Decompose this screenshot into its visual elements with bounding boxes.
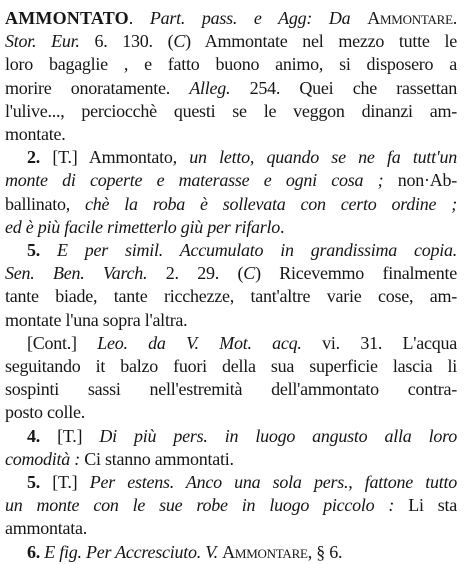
entry-text: tante biade, tante ricchezze, tant'altre varie cose, am- [5, 286, 457, 307]
cross-reference: Ammontare [367, 8, 453, 28]
entry-text: [T.] [40, 425, 100, 446]
entry-text: . [279, 216, 285, 237]
entry-line [5, 53, 457, 76]
entry-line [5, 448, 457, 471]
entry-line [5, 401, 457, 424]
cross-reference: Ammontare [222, 541, 308, 562]
entry-text [40, 240, 57, 260]
entry-line [5, 123, 457, 146]
italic-text: C [243, 263, 256, 284]
entry-text: ) Ricevemmo finalmente [255, 263, 457, 284]
entry-line [5, 309, 457, 332]
entry-text: [T.] [40, 472, 90, 493]
sense-number: 2. [27, 147, 40, 168]
entry-text: . [128, 8, 150, 28]
entry-text: ammontata. [5, 518, 87, 539]
italic-text: monte di coperte e materasse e ogni cosa ; [5, 170, 384, 191]
entry-text: non·Ab- [383, 170, 457, 191]
italic-text: Stor. Eur. [5, 31, 80, 52]
sense-number: 4. [27, 425, 40, 446]
italic-text: Per estens. Anco una sola pers., fattone tutto [89, 472, 457, 493]
entry-line [5, 471, 457, 494]
entry-text: l'ulive..., perciocchè questi se le veggon dinanzi am- [5, 100, 457, 121]
entry-text: , § 6. [307, 541, 343, 562]
entry-line [5, 77, 457, 100]
italic-text: chè la roba è sollevata con certo ordine ; [84, 193, 458, 214]
entry-line [5, 100, 457, 123]
entry-text: 2. 29. ( [147, 263, 244, 284]
entry-line [5, 285, 457, 308]
entry-text: . [452, 8, 458, 28]
entry-line [5, 541, 457, 564]
entry-text: vi. 31. L'acqua [301, 332, 457, 353]
entry-text: [Cont.] [27, 332, 98, 353]
entry-text [350, 8, 367, 28]
italic-text: E fig. Per Accresciuto. V. [44, 541, 218, 562]
italic-text: un monte con le sue robe in luogo piccolo : [5, 495, 395, 516]
entry-text: Ci stanno ammontati. [79, 448, 234, 469]
sense-number: 5. [27, 240, 40, 261]
italic-text: un letto, quando se ne fa tutt'un [189, 147, 457, 168]
italic-text: Part. pass. e Agg: [149, 8, 313, 28]
entry-text: sospinti sassi nell'estremità dell'ammontato contra- [5, 379, 457, 400]
italic-text: C [173, 31, 186, 52]
italic-text: Da [328, 8, 351, 28]
entry-line [5, 262, 457, 285]
entry-text: loro bagaglie , e fatto buono animo, si disposero a [5, 54, 457, 75]
entry-text: ballinato, [5, 193, 85, 214]
entry-line [5, 517, 457, 540]
entry-line [5, 193, 457, 216]
sense-number: 6. [27, 541, 40, 562]
entry-text: posto colle. [5, 402, 85, 423]
italic-text: Alleg. [189, 77, 231, 98]
entry-line [5, 7, 457, 30]
entry-line [5, 378, 457, 401]
italic-text: Di più pers. in luogo angusto alla loro [99, 425, 457, 446]
italic-text: Sen. Ben. Varch. [5, 263, 148, 284]
entry-line [5, 332, 457, 355]
italic-text: comodità : [5, 448, 80, 469]
italic-text: ed è più facile rimetterlo giù per rifarlo [5, 216, 280, 237]
entry-text: montate. [5, 124, 66, 145]
entry-line [5, 216, 457, 239]
entry-line [5, 494, 457, 517]
entry-text: [T.] Ammontato, [40, 147, 190, 168]
sense-number: 5. [27, 472, 40, 493]
entry-line [5, 355, 457, 378]
entry-text: seguitando it balzo fuori della sua superficie lascia li [5, 356, 457, 377]
entry-text: Li sta [394, 495, 458, 516]
entry-text: montate l'una sopra l'altra. [5, 309, 188, 330]
italic-text: E per simil. Accumulato in grandissima copia. [57, 240, 457, 261]
entry-line [5, 239, 457, 262]
entry-text: ) Ammontate nel mezzo tutte le [185, 31, 457, 52]
entry-text: 6. 130. ( [79, 31, 174, 52]
entry-line [5, 146, 457, 169]
entry-line [5, 30, 457, 53]
entry-text [312, 8, 329, 28]
entry-line [5, 169, 457, 192]
entry-text: 254. Quei che rassettan [230, 77, 457, 98]
italic-text: Leo. da V. Mot. acq. [97, 332, 302, 353]
entry-text: morire onoratamente. [5, 77, 190, 98]
headword: AMMONTATO [5, 8, 129, 28]
entry-line [5, 425, 457, 448]
